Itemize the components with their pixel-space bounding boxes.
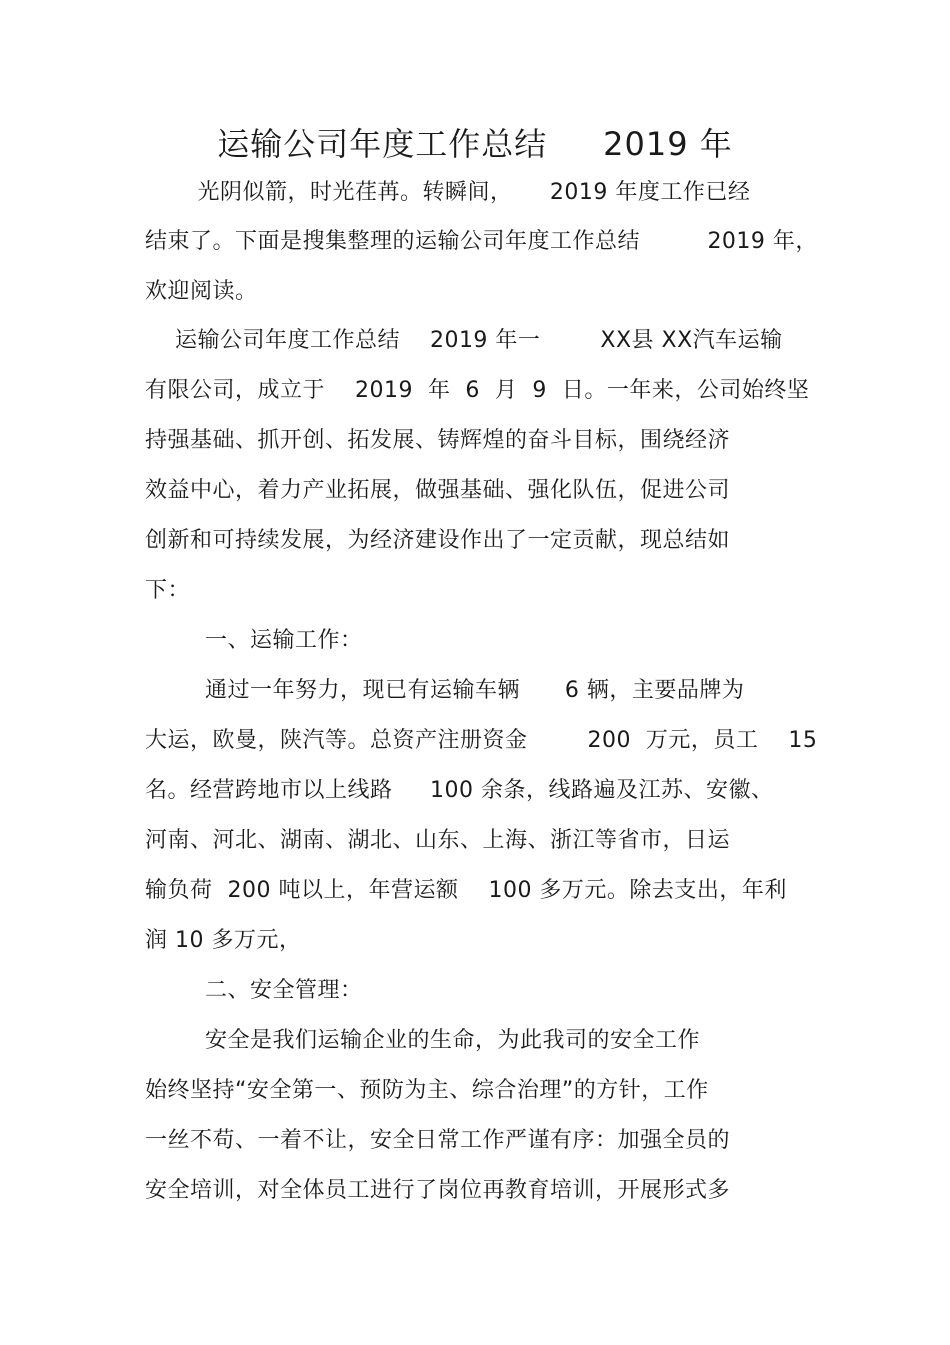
paragraph-line: 名。经营跨地市以上线路 100 余条，线路遍及江苏、安徽、 [145, 778, 774, 803]
paragraph-line: 持强基础、抓开创、拓发展、铸辉煌的奋斗目标，围绕经济 [145, 428, 731, 453]
paragraph-line: 输负荷 200 吨以上，年营运额 100 多万元。除去支出，年利 [145, 878, 787, 903]
paragraph-line: 运输公司年度工作总结 2019 年一 XX县 XX汽车运输 [145, 328, 783, 353]
document-title: 运输公司年度工作总结 2019 年 [217, 125, 733, 163]
paragraph-line: 始终坚持“安全第一、预防为主、综合治理”的方针，工作 [145, 1078, 709, 1103]
paragraph-line: 河南、河北、湖南、湖北、山东、上海、浙江等省市，日运 [145, 828, 731, 853]
paragraph-line: 下： [145, 578, 191, 603]
paragraph-line: 一丝不苟、一着不让，安全日常工作严谨有序：加强全员的 [145, 1128, 731, 1153]
paragraph-line: 大运，欧曼，陕汽等。总资产注册资金 200 万元，员工 15 [145, 728, 818, 753]
paragraph-line: 光阴似箭，时光荏苒。转瞬间， 2019 年度工作已经 [145, 180, 751, 205]
paragraph-line: 安全培训，对全体员工进行了岗位再教育培训，开展形式多 [145, 1178, 731, 1203]
section-heading: 二、安全管理： [145, 978, 363, 1003]
paragraph-line: 安全是我们运输企业的生命，为此我司的安全工作 [145, 1028, 700, 1053]
paragraph-line: 效益中心，着力产业拓展，做强基础、强化队伍，促进公司 [145, 478, 731, 503]
paragraph-line: 通过一年努力，现已有运输车辆 6 辆，主要品牌为 [145, 678, 745, 703]
paragraph-line: 结束了。下面是搜集整理的运输公司年度工作总结 2019 年， [145, 229, 818, 254]
section-heading: 一、运输工作： [145, 628, 363, 653]
paragraph-line: 欢迎阅读。 [145, 279, 258, 304]
paragraph-line: 创新和可持续发展，为经济建设作出了一定贡献，现总结如 [145, 528, 731, 553]
paragraph-line: 润 10 多万元， [145, 928, 302, 953]
paragraph-line: 有限公司，成立于 2019 年 6 月 9 日。一年来，公司始终坚 [145, 378, 810, 403]
